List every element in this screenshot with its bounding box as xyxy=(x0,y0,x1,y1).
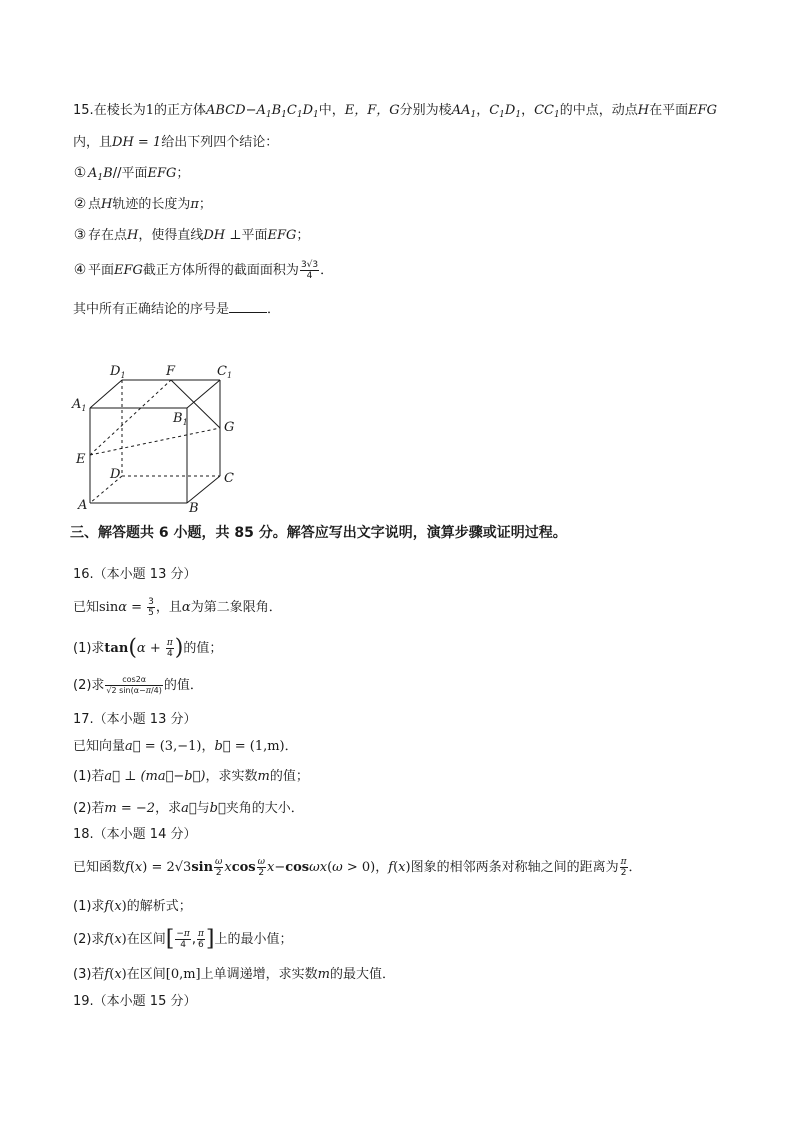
answer-blank[interactable] xyxy=(229,300,267,313)
fraction-3sqrt3-over-4: $\frac{3√3}{4}$ xyxy=(300,260,319,281)
fraction-3-over-5: $\frac{3}{5}$ xyxy=(148,597,154,618)
fraction-cos2a: $\frac{\cos 2\alpha}{√2 \sin(\alpha-\pi/4)}$ xyxy=(106,675,162,695)
q15-ask: 其中所有正确结论的序号是 ． xyxy=(73,302,281,317)
q18-header: 18.（本小题 14 分） xyxy=(73,827,197,842)
q15-conclusion-2: ② 点H轨迹的长度为π； xyxy=(73,196,212,212)
label-B1: $B_1$ xyxy=(173,411,188,427)
label-G: G xyxy=(224,420,235,435)
label-A: A xyxy=(78,498,88,513)
q15-line2: 内，且DH = 1给出下列四个结论： xyxy=(73,135,279,150)
cube-figure xyxy=(70,358,250,518)
q16-part1: (1)求tan(α + $\frac{\pi}{4}$ )的值； xyxy=(73,635,223,661)
q16-given: 已知sinα = $\frac{3}{5}$ ，且α为第二象限角． xyxy=(73,597,282,618)
q18-part1: (1)求f(x)的解析式； xyxy=(73,899,192,914)
section-3-title: 三、解答题共 6 小题，共 85 分。解答应写出文字说明，演算步骤或证明过程。 xyxy=(70,525,567,541)
label-A1: $A_1$ xyxy=(72,397,87,413)
label-C1: $C_1$ xyxy=(217,364,233,380)
q15-line1: 15.在棱长为1的正方体$ABCD-A_1B_1C_1D_1$中，E，F，G分别为棱$AA_1$，$C_1D_1$，$CC_1$的中点，动点H在平面EFG xyxy=(73,103,718,120)
q16-header: 16.（本小题 13 分） xyxy=(73,567,197,582)
q15-conclusion-1: ① $A_1B//$平面EFG； xyxy=(73,165,190,183)
q16-part2: (2)求 $\frac{\cos 2\alpha}{√2 \sin(\alpha-\pi/4)}$ 的值． xyxy=(73,675,203,695)
q17-given: 已知向量a⃗ = (3,−1)，b⃗ = (1,m)． xyxy=(73,739,298,754)
q18-part2: (2)求f(x)在区间[ $\frac{-\pi}{4}$ , $\frac{\pi}{6}$ ]上的最小值； xyxy=(73,926,293,952)
label-F: F xyxy=(166,364,176,379)
q15-conclusion-3: ③ 存在点H，使得直线DH ⊥平面EFG； xyxy=(73,227,310,243)
label-D: D xyxy=(110,467,121,482)
q15-conclusion-4: ④ 平面EFG截正方体所得的截面面积为 $\frac{3√3}{4}$ ． xyxy=(73,260,334,281)
q17-header: 17.（本小题 13 分） xyxy=(73,712,197,727)
label-C: C xyxy=(224,471,234,486)
q17-part1: (1)若a⃗ ⊥ (ma⃗−b⃗)，求实数m的值； xyxy=(73,769,309,784)
q18-given: 已知函数f(x) = 2√3sin $\frac{\omega}{2}$ xcos $\frac{\omega}{2}$ x−cosωx(ω > 0)，f(x)图象的相邻两条对称轴之间的距离为 $\frac{\pi}{2}$ ． xyxy=(73,857,642,878)
label-B: B xyxy=(189,501,199,516)
q17-part2: (2)若m = −2，求a⃗与b⃗夹角的大小． xyxy=(73,801,304,816)
label-E: E xyxy=(76,452,86,467)
label-D1: $D_1$ xyxy=(110,364,126,380)
q19-header: 19.（本小题 15 分） xyxy=(73,994,197,1009)
q18-part3: (3)若f(x)在区间[0,m]上单调递增，求实数m的最大值． xyxy=(73,967,395,982)
